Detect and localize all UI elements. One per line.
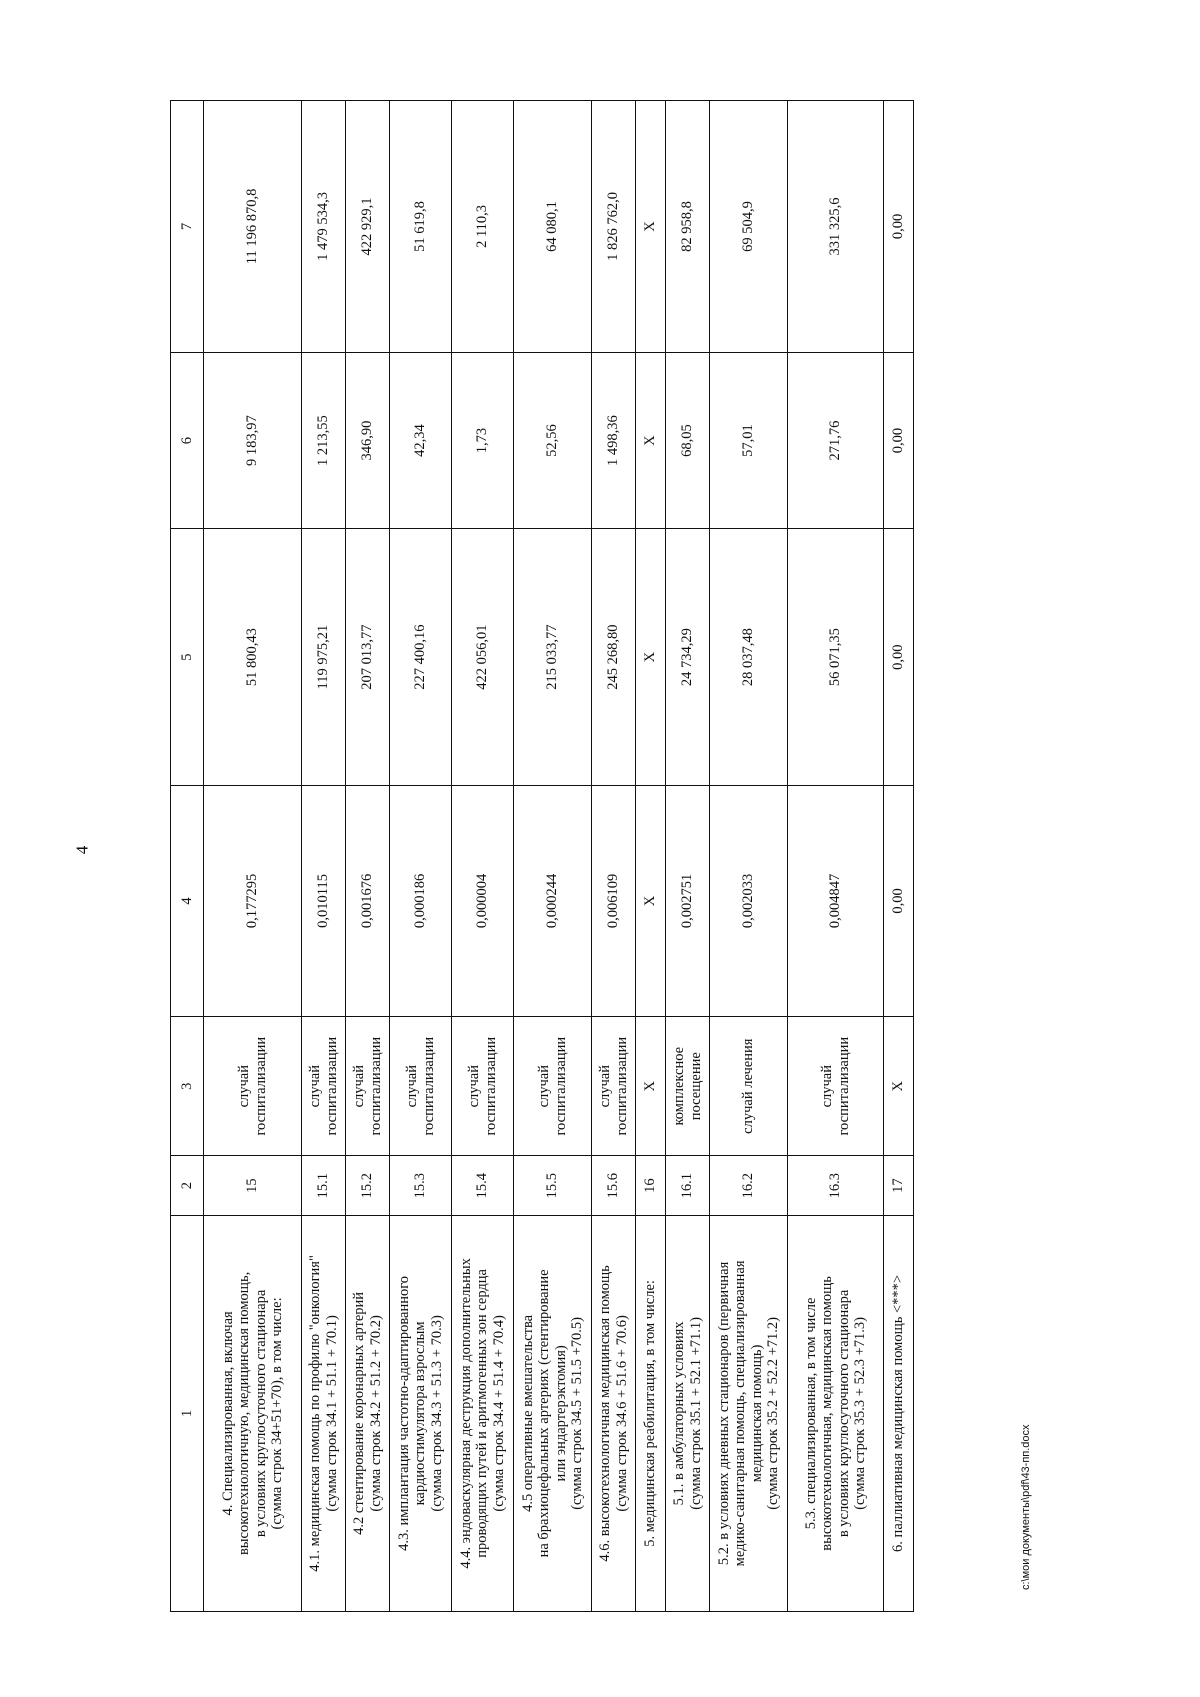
row-name xyxy=(204,1215,302,1611)
header-col-7: 7 xyxy=(171,101,204,353)
row-total: 2 110,3 xyxy=(452,101,514,353)
table-row xyxy=(204,101,302,1612)
row-unit xyxy=(884,1016,914,1156)
row-name-line: (сумма строк 34.1 + 51.1 + 70.1) xyxy=(323,1315,340,1512)
footer-file-path: c:\мои документы\pdf\43-пп.docx xyxy=(1020,1424,1032,1590)
row-name-line: 5.1. в амбулаторных условиях xyxy=(671,1321,688,1506)
row-per-capita: 1 213,55 xyxy=(302,352,346,528)
table-row xyxy=(452,101,514,1612)
row-name-line: (сумма строк 35.2 + 52.2 +71.2) xyxy=(764,1317,781,1510)
header-col-4: 4 xyxy=(171,785,204,1016)
row-total: Х xyxy=(636,101,666,353)
row-unit-line: госпитализации xyxy=(835,1036,852,1136)
header-col-6: 6 xyxy=(171,352,204,528)
row-name xyxy=(636,1215,666,1611)
row-name-line: 5.2. в условиях дневных стационаров (первичная xyxy=(716,1261,733,1566)
row-unit-line: случай xyxy=(536,1064,553,1108)
header-col-2: 2 xyxy=(171,1156,204,1215)
row-code: 15.2 xyxy=(346,1156,390,1215)
row-cost: 28 037,48 xyxy=(710,529,788,786)
row-name-line: 4.4. эндоваскулярная деструкция дополнительных xyxy=(458,1258,475,1569)
row-name xyxy=(302,1215,346,1611)
row-name-line: (сумма строк 34.2 + 51.2 + 70.2) xyxy=(367,1315,384,1512)
row-unit xyxy=(390,1016,452,1156)
row-per-capita: 1,73 xyxy=(452,352,514,528)
table-row xyxy=(710,101,788,1612)
row-unit-line: Х xyxy=(642,1080,659,1092)
row-unit-line: госпитализации xyxy=(613,1036,630,1136)
header-col-5: 5 xyxy=(171,529,204,786)
row-name xyxy=(452,1215,514,1611)
row-code: 15.6 xyxy=(592,1156,636,1215)
row-name-line: кардиостимулятора взрослым xyxy=(412,1321,429,1506)
row-cost: 51 800,43 xyxy=(204,529,302,786)
row-name-line: 5. медицинская реабилитация, в том числе: xyxy=(642,1280,659,1547)
row-cost: 245 268,80 xyxy=(592,529,636,786)
row-unit xyxy=(302,1016,346,1156)
row-code: 15 xyxy=(204,1156,302,1215)
row-per-capita: Х xyxy=(636,352,666,528)
table-row xyxy=(636,101,666,1612)
financing-table xyxy=(170,100,914,1612)
row-name-line: (сумма строк 34+51+70), в том числе: xyxy=(268,1297,285,1530)
row-name-line: высокотехнологичную, медицинская помощь, xyxy=(236,1271,253,1556)
row-unit-line: случай xyxy=(307,1064,324,1108)
row-code: 15.4 xyxy=(452,1156,514,1215)
row-volume: 0,002751 xyxy=(666,785,710,1016)
row-per-capita: 0,00 xyxy=(884,352,914,528)
row-unit xyxy=(636,1016,666,1156)
row-volume: 0,000186 xyxy=(390,785,452,1016)
row-cost: 0,00 xyxy=(884,529,914,786)
row-unit xyxy=(346,1016,390,1156)
row-unit-line: госпитализации xyxy=(323,1036,340,1136)
row-unit-line: госпитализации xyxy=(367,1036,384,1136)
row-volume: 0,001676 xyxy=(346,785,390,1016)
row-unit-line: случай xyxy=(404,1064,421,1108)
row-name-line: (сумма строк 35.1 + 52.1 +71.1) xyxy=(687,1317,704,1510)
row-code: 16.1 xyxy=(666,1156,710,1215)
row-name-line: (сумма строк 34.6 + 51.6 + 70.6) xyxy=(613,1315,630,1512)
row-name-line: 6. паллиативная медицинская помощь <***> xyxy=(890,1274,907,1552)
header-row xyxy=(171,101,204,1612)
row-code: 17 xyxy=(884,1156,914,1215)
row-unit xyxy=(710,1016,788,1156)
row-name xyxy=(666,1215,710,1611)
row-volume: 0,000244 xyxy=(514,785,592,1016)
row-total: 422 929,1 xyxy=(346,101,390,353)
row-total: 0,00 xyxy=(884,101,914,353)
row-name-line: 4.2 стентирование коронарных артерий xyxy=(351,1291,368,1535)
row-name-line: (сумма строк 34.5 + 51.5 +70.5) xyxy=(568,1317,585,1510)
row-cost: 119 975,21 xyxy=(302,529,346,786)
table-row xyxy=(592,101,636,1612)
row-name-line: или эндартерэктомия) xyxy=(552,1345,569,1482)
row-name-line: медицинская помощь) xyxy=(748,1344,765,1483)
row-unit xyxy=(452,1016,514,1156)
row-code: 16.3 xyxy=(788,1156,884,1215)
row-per-capita: 1 498,36 xyxy=(592,352,636,528)
row-code: 16.2 xyxy=(710,1156,788,1215)
row-unit-line: госпитализации xyxy=(420,1036,437,1136)
row-name-line: высокотехнологичная, медицинская помощь xyxy=(819,1276,836,1551)
row-per-capita: 271,76 xyxy=(788,352,884,528)
row-unit-line: случай xyxy=(466,1064,483,1108)
row-total: 1 479 534,3 xyxy=(302,101,346,353)
row-unit-line: госпитализации xyxy=(252,1036,269,1136)
row-unit xyxy=(204,1016,302,1156)
row-name xyxy=(884,1215,914,1611)
row-per-capita: 42,34 xyxy=(390,352,452,528)
row-name xyxy=(788,1215,884,1611)
row-name xyxy=(390,1215,452,1611)
row-unit xyxy=(514,1016,592,1156)
row-unit-line: случай xyxy=(819,1064,836,1108)
table-body xyxy=(204,101,914,1612)
row-total: 64 080,1 xyxy=(514,101,592,353)
table-row xyxy=(390,101,452,1612)
row-cost: 24 734,29 xyxy=(666,529,710,786)
row-volume: 0,006109 xyxy=(592,785,636,1016)
rotated-table-container xyxy=(170,100,970,1612)
row-volume: 0,000004 xyxy=(452,785,514,1016)
table-row xyxy=(346,101,390,1612)
row-total: 1 826 762,0 xyxy=(592,101,636,353)
header-col-1: 1 xyxy=(171,1215,204,1611)
page-number: 4 xyxy=(72,845,92,855)
row-name xyxy=(710,1215,788,1611)
row-unit-line: комплексное xyxy=(671,1046,688,1126)
row-name-line: (сумма строк 34.4 + 51.4 + 70.4) xyxy=(490,1315,507,1512)
row-name-line: 4.3. имплантация частотно-адаптированного xyxy=(396,1275,413,1551)
row-name-line: 5.3. специализированная, в том числе xyxy=(803,1297,820,1530)
row-volume: 0,010115 xyxy=(302,785,346,1016)
row-name-line: (сумма строк 35.3 + 52.3 +71.3) xyxy=(851,1317,868,1510)
row-name-line: 4.1. медицинская помощь по профилю "онкология" xyxy=(307,1255,324,1572)
table-row xyxy=(884,101,914,1612)
row-total: 51 619,8 xyxy=(390,101,452,353)
row-unit-line: госпитализации xyxy=(482,1036,499,1136)
row-name-line: на брахиоцефальных артериях (стентирование xyxy=(536,1269,553,1558)
row-name-line: 4.6. высокотехнологичная медицинская помощь xyxy=(597,1265,614,1562)
row-name-line: в условиях круглосуточного стационара xyxy=(252,1289,269,1538)
table-row xyxy=(514,101,592,1612)
row-volume: 0,002033 xyxy=(710,785,788,1016)
row-name-line: медико-санитарная помощь, специализированная xyxy=(732,1260,749,1567)
row-unit-line: посещение xyxy=(687,1052,704,1121)
row-total: 69 504,9 xyxy=(710,101,788,353)
row-cost: 227 400,16 xyxy=(390,529,452,786)
row-total: 331 325,6 xyxy=(788,101,884,353)
row-unit xyxy=(592,1016,636,1156)
row-cost: 422 056,01 xyxy=(452,529,514,786)
row-name xyxy=(514,1215,592,1611)
row-unit-line: Х xyxy=(890,1080,907,1092)
row-cost: 56 071,35 xyxy=(788,529,884,786)
row-unit-line: случай лечения xyxy=(740,1038,757,1134)
row-name-line: в условиях круглосуточного стационара xyxy=(835,1289,852,1538)
row-unit xyxy=(788,1016,884,1156)
row-unit-line: случай xyxy=(597,1064,614,1108)
row-name-line: (сумма строк 34.3 + 51.3 + 70.3) xyxy=(428,1315,445,1512)
row-per-capita: 52,56 xyxy=(514,352,592,528)
row-volume: Х xyxy=(636,785,666,1016)
row-name-line: проводящих путей и аритмогенных зон сердца xyxy=(474,1269,491,1558)
row-code: 15.3 xyxy=(390,1156,452,1215)
table-row xyxy=(788,101,884,1612)
row-name xyxy=(346,1215,390,1611)
row-cost: Х xyxy=(636,529,666,786)
header-col-3: 3 xyxy=(171,1016,204,1156)
row-volume: 0,177295 xyxy=(204,785,302,1016)
table-row xyxy=(302,101,346,1612)
row-cost: 207 013,77 xyxy=(346,529,390,786)
table-row xyxy=(666,101,710,1612)
row-code: 15.1 xyxy=(302,1156,346,1215)
row-volume: 0,004847 xyxy=(788,785,884,1016)
row-name-line: 4. Специализированная, включая xyxy=(220,1311,237,1516)
row-cost: 215 033,77 xyxy=(514,529,592,786)
row-code: 15.5 xyxy=(514,1156,592,1215)
row-code: 16 xyxy=(636,1156,666,1215)
row-unit xyxy=(666,1016,710,1156)
row-unit-line: случай xyxy=(236,1064,253,1108)
row-per-capita: 346,90 xyxy=(346,352,390,528)
row-total: 82 958,8 xyxy=(666,101,710,353)
row-volume: 0,00 xyxy=(884,785,914,1016)
row-unit-line: случай xyxy=(351,1064,368,1108)
row-unit-line: госпитализации xyxy=(552,1036,569,1136)
row-name xyxy=(592,1215,636,1611)
row-per-capita: 57,01 xyxy=(710,352,788,528)
row-per-capita: 68,05 xyxy=(666,352,710,528)
row-total: 11 196 870,8 xyxy=(204,101,302,353)
row-name-line: 4.5 оперативные вмешательства xyxy=(520,1314,537,1512)
row-per-capita: 9 183,97 xyxy=(204,352,302,528)
